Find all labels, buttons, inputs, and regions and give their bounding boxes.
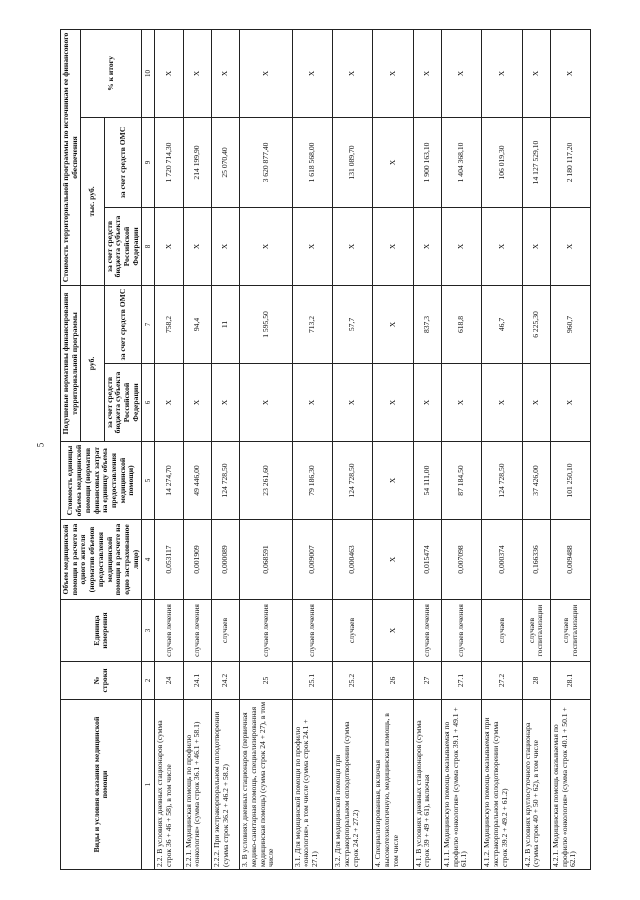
row-name: 4.2.1. Медицинская помощь оказываемая по профилю «онкология» (сумма строк 40.1 + 50.1 + 62.1) [551, 700, 591, 870]
column-number: 8 [142, 207, 155, 285]
row-name: 2.2.2. При экстракорпоральном оплодотворении (сумма строк 36.2 + 46.2 + 58.2) [212, 700, 240, 870]
row-unit-cost: 124 728,50 [333, 442, 373, 520]
row-cost-budget: X [333, 207, 373, 285]
row-norm-oms: 46,7 [482, 285, 522, 363]
row-name: 3.2. Для медицинской помощи при экстракорпоральном оплодотворении (сумма строк 24.2 + 27.2) [333, 700, 373, 870]
row-volume: 0,007098 [442, 520, 482, 600]
table-row [183, 29, 211, 869]
row-name: 3.1. Для медицинской помощи по профилю «онкология», в том числе (сумма строк 24.1 + 27.1) [292, 700, 332, 870]
row-cost-oms: 1 720 714,30 [155, 117, 183, 207]
table-row [212, 29, 240, 869]
row-unit-cost: 101 250,10 [551, 442, 591, 520]
row-volume: 0,000374 [482, 520, 522, 600]
row-line-number: 27.1 [442, 662, 482, 700]
row-cost-oms: 2 180 117,20 [551, 117, 591, 207]
row-line-number: 25.2 [333, 662, 373, 700]
row-norm-budget: X [551, 364, 591, 442]
column-number: 5 [142, 442, 155, 520]
row-name: 4. Специализированная, включая высокотехнологичную, медицинская помощь, в том числе [373, 700, 413, 870]
row-unit-cost: 23 261,60 [240, 442, 292, 520]
row-cost-oms: 1 618 568,00 [292, 117, 332, 207]
row-percent: X [373, 29, 413, 117]
row-line-number: 28 [522, 662, 550, 700]
row-unit: случаев лечения [240, 600, 292, 662]
row-volume: 0,009007 [292, 520, 332, 600]
row-percent: X [292, 29, 332, 117]
column-number: 6 [142, 364, 155, 442]
row-cost-oms: 14 127 529,10 [522, 117, 550, 207]
row-percent: X [333, 29, 373, 117]
row-norm-oms: 960,7 [551, 285, 591, 363]
row-cost-budget: X [183, 207, 211, 285]
row-norm-oms: 6 225,30 [522, 285, 550, 363]
column-number: 7 [142, 285, 155, 363]
header-per-capita-norms: Подушевые нормативы финансирования территориальной программы [61, 285, 81, 441]
column-number: 9 [142, 117, 155, 207]
row-unit-cost: X [373, 442, 413, 520]
row-percent: X [212, 29, 240, 117]
row-cost-oms: 1 900 163,10 [413, 117, 441, 207]
row-norm-budget: X [212, 364, 240, 442]
row-percent: X [482, 29, 522, 117]
row-unit: случаев лечения [183, 600, 211, 662]
table-row [155, 29, 183, 869]
table-row [442, 29, 482, 869]
header-cost-unit: тыс. руб. [81, 117, 104, 285]
row-norm-oms: 57,7 [333, 285, 373, 363]
row-unit-cost: 49 446,00 [183, 442, 211, 520]
row-cost-budget: X [551, 207, 591, 285]
row-line-number: 24 [155, 662, 183, 700]
row-unit-cost: 124 728,50 [212, 442, 240, 520]
row-norm-oms: 713,2 [292, 285, 332, 363]
row-unit: случаев [482, 600, 522, 662]
header-norms-unit: руб. [81, 285, 104, 441]
table-row [292, 29, 332, 869]
row-norm-budget: X [522, 364, 550, 442]
row-line-number: 27 [413, 662, 441, 700]
row-cost-oms: 131 089,70 [333, 117, 373, 207]
row-cost-oms: 106 019,30 [482, 117, 522, 207]
row-norm-oms: 618,8 [442, 285, 482, 363]
row-percent: X [183, 29, 211, 117]
row-unit-cost: 79 186,30 [292, 442, 332, 520]
column-number: 10 [142, 29, 155, 117]
column-number: 1 [142, 700, 155, 870]
row-unit: случаев [333, 600, 373, 662]
row-unit-cost: 87 184,50 [442, 442, 482, 520]
table-row [333, 29, 373, 869]
column-numbers-row [142, 29, 155, 869]
row-percent: X [551, 29, 591, 117]
table-body [155, 29, 591, 869]
row-norm-budget: X [482, 364, 522, 442]
row-percent: X [442, 29, 482, 117]
row-unit-cost: 124 728,50 [482, 442, 522, 520]
row-norm-budget: X [155, 364, 183, 442]
row-volume: 0,068591 [240, 520, 292, 600]
row-cost-oms: X [373, 117, 413, 207]
row-cost-budget: X [292, 207, 332, 285]
row-norm-budget: X [442, 364, 482, 442]
row-volume: 0,001909 [183, 520, 211, 600]
row-percent: X [522, 29, 550, 117]
table-row [373, 29, 413, 869]
row-unit-cost: 14 274,70 [155, 442, 183, 520]
row-line-number: 24.1 [183, 662, 211, 700]
row-unit: случаев лечения [413, 600, 441, 662]
row-norm-oms: 1 595,50 [240, 285, 292, 363]
row-line-number: 26 [373, 662, 413, 700]
row-cost-oms: 25 070,40 [212, 117, 240, 207]
column-number: 4 [142, 520, 155, 600]
row-percent: X [240, 29, 292, 117]
row-norm-budget: X [413, 364, 441, 442]
row-unit: случаев лечения [442, 600, 482, 662]
header-cost-oms: за счет средств ОМС [104, 117, 142, 207]
header-cost-budget: за счет средств бюджета субъекта Российской Федерации [104, 207, 142, 285]
row-cost-budget: X [212, 207, 240, 285]
row-norm-oms: 758,2 [155, 285, 183, 363]
row-cost-oms: 3 620 877,40 [240, 117, 292, 207]
column-number: 3 [142, 600, 155, 662]
row-line-number: 24.2 [212, 662, 240, 700]
header-unit: Единица измерения [61, 600, 142, 662]
table-row [482, 29, 522, 869]
header-volume: Объем медицинской помощи в расчете на одного жителя (норматив объемов предоставления медицинской помощи в расчете на одно застрахованное лицо) [61, 520, 142, 600]
header-program-cost: Стоимость территориальной программы по источникам ее финансового обеспечения [61, 29, 81, 285]
header-percent-total: % к итогу [81, 29, 142, 117]
header-services: Виды и условия оказания медицинской помощи [61, 700, 142, 870]
table-row [522, 29, 550, 869]
row-name: 3. В условиях дневных стационаров (первичная медико-санитарная помощь, специализированная медицинская помощь) (сумма строк 24 + 27), в том числе [240, 700, 292, 870]
row-line-number: 25.1 [292, 662, 332, 700]
row-name: 4.1.1. Медицинскую помощь оказываемая по профилю «онкология» (сумма строк 39.1 + 49.1 + 61.1) [442, 700, 482, 870]
row-unit: X [373, 600, 413, 662]
row-name: 4.1.2. Медицинскую помощь оказываемая при экстракорпоральном оплодотворении (сумма строк 39.2 + 49.2 + 61.2) [482, 700, 522, 870]
row-unit-cost: 37 426,00 [522, 442, 550, 520]
row-norm-budget: X [333, 364, 373, 442]
row-line-number: 25 [240, 662, 292, 700]
row-line-number: 27.2 [482, 662, 522, 700]
row-cost-oms: 1 404 368,10 [442, 117, 482, 207]
page-number: 5 [35, 442, 46, 448]
row-unit: случаев госпитализации [551, 600, 591, 662]
row-name: 2.2.1. Медицинская помощь по профилю «онкология» (сумма строк 36.1 + 46.1 + 58.1) [183, 700, 211, 870]
program-cost-table [60, 29, 591, 870]
row-cost-budget: X [155, 207, 183, 285]
header-line-number: № строки [61, 662, 142, 700]
row-percent: X [413, 29, 441, 117]
row-norm-budget: X [240, 364, 292, 442]
row-volume: 0,015474 [413, 520, 441, 600]
row-cost-budget: X [413, 207, 441, 285]
row-volume: 0,000463 [333, 520, 373, 600]
row-norm-budget: X [292, 364, 332, 442]
row-unit: случаев лечения [155, 600, 183, 662]
header-unit-cost: Стоимость единицы объема медицинской помощи (норматив финансовых затрат на единицу объема предоставления медицинской помощи) [61, 442, 142, 520]
table-row [413, 29, 441, 869]
row-unit: случаев [212, 600, 240, 662]
row-name: 2.2. В условиях дневных стационаров (сумма строк 36 + 46 + 58), в том числе [155, 700, 183, 870]
column-number: 2 [142, 662, 155, 700]
row-name: 4.1. В условиях дневных стационаров (сумма строк 39 + 49 + 61), включая [413, 700, 441, 870]
row-cost-budget: X [240, 207, 292, 285]
row-cost-budget: X [373, 207, 413, 285]
row-volume: 0,053117 [155, 520, 183, 600]
row-unit: случаев госпитализации [522, 600, 550, 662]
row-cost-budget: X [442, 207, 482, 285]
row-unit-cost: 54 111,00 [413, 442, 441, 520]
row-volume: 0,009488 [551, 520, 591, 600]
row-cost-budget: X [522, 207, 550, 285]
header-norm-budget: за счет средств бюджета субъекта Российской Федерации [104, 364, 142, 442]
row-unit: случаев лечения [292, 600, 332, 662]
row-cost-budget: X [482, 207, 522, 285]
table-row [240, 29, 292, 869]
row-norm-budget: X [183, 364, 211, 442]
row-norm-oms: 837,3 [413, 285, 441, 363]
row-norm-oms: 94,4 [183, 285, 211, 363]
row-cost-oms: 214 199,90 [183, 117, 211, 207]
row-percent: X [155, 29, 183, 117]
row-line-number: 28.1 [551, 662, 591, 700]
row-name: 4.2. В условиях круглосуточного стационара (сумма строк 40 + 50 + 62), в том числе [522, 700, 550, 870]
row-norm-budget: X [373, 364, 413, 442]
row-volume: 0,000089 [212, 520, 240, 600]
row-volume: X [373, 520, 413, 600]
table-row [551, 29, 591, 869]
header-norm-oms: за счет средств ОМС [104, 285, 142, 363]
row-norm-oms: 11 [212, 285, 240, 363]
row-norm-oms: X [373, 285, 413, 363]
rotated-table-sheet [60, 30, 580, 870]
row-volume: 0,166336 [522, 520, 550, 600]
